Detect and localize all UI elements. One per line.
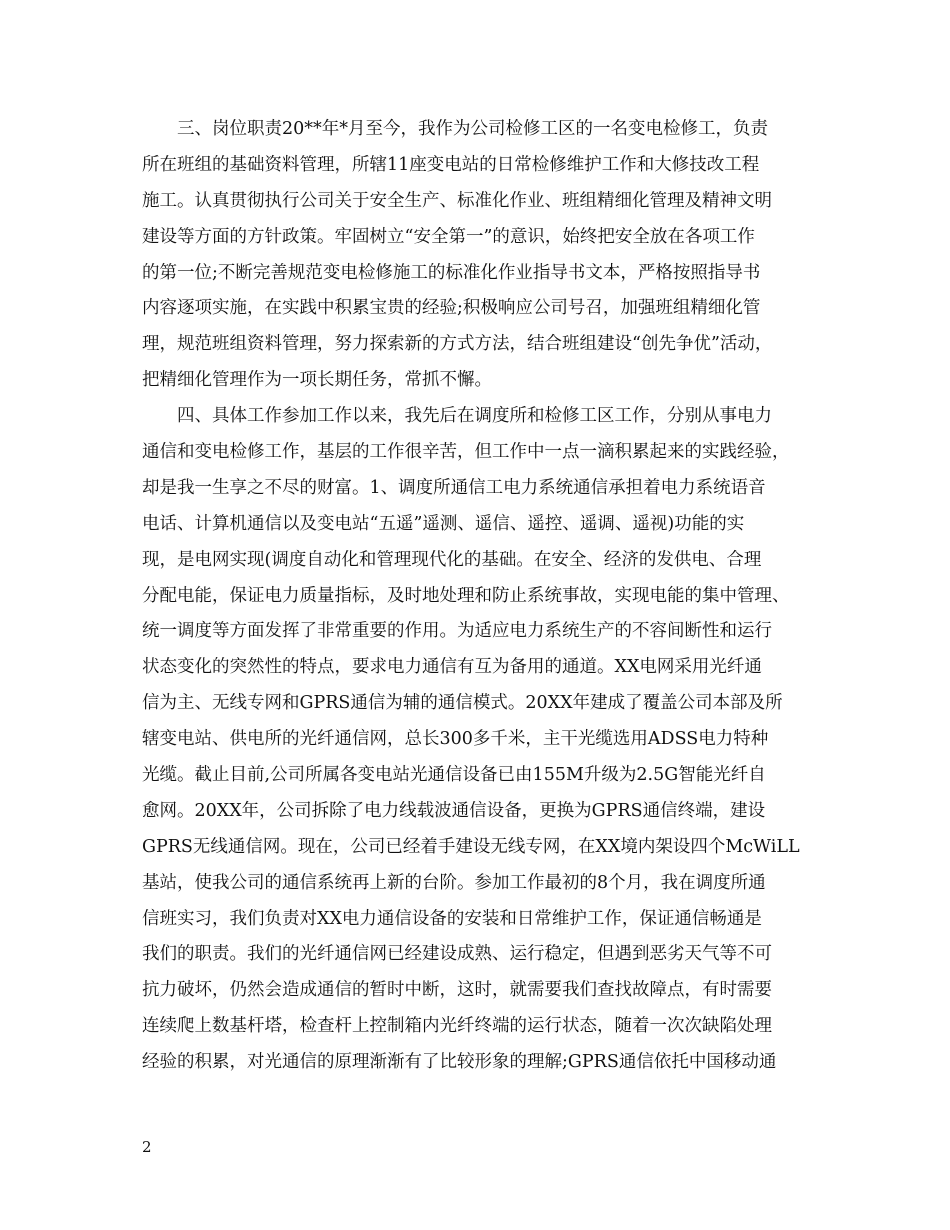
paragraph-line: 建设等方面的方针政策。牢固树立“安全第一”的意识，始终把安全放在各项工作 xyxy=(142,226,755,247)
paragraph-line: 内容逐项实施，在实践中积累宝贵的经验;积极响应公司号召，加强班组精细化管 xyxy=(142,298,761,319)
paragraph-line: 分配电能，保证电力质量指标，及时地处理和防止系统事故，实现电能的集中管理、 xyxy=(142,585,790,606)
paragraph-line: 信班实习，我们负责对XX电力通信设备的安装和日常维护工作，保证通信畅通是 xyxy=(142,908,762,929)
paragraph-line: 经验的积累，对光通信的原理渐渐有了比较形象的理解;GPRS通信依托中国移动通 xyxy=(142,1052,777,1073)
paragraph-line: 四、具体工作参加工作以来，我先后在调度所和检修工区工作，分别从事电力 xyxy=(177,406,772,427)
paragraph-line: 电话、计算机通信以及变电站“五遥”遥测、遥信、遥控、遥调、遥视)功能的实 xyxy=(142,513,745,534)
paragraph-line: 统一调度等方面发挥了非常重要的作用。为适应电力系统生产的不容间断性和运行 xyxy=(142,621,772,642)
paragraph-line: 信为主、无线专网和GPRS通信为辅的通信模式。20XX年建成了覆盖公司本部及所 xyxy=(142,693,783,714)
page-number: 2 xyxy=(142,1138,152,1156)
paragraph-line: GPRS无线通信网。现在，公司已经着手建设无线专网，在XX境内架设四个McWiLL xyxy=(142,836,800,857)
paragraph-line: 愈网。20XX年，公司拆除了电力线载波通信设备，更换为GPRS通信终端，建设 xyxy=(142,800,766,821)
paragraph-line: 我们的职责。我们的光纤通信网已经建设成熟、运行稳定，但遇到恶劣天气等不可 xyxy=(142,944,772,965)
paragraph-line: 把精细化管理作为一项长期任务，常抓不懈。 xyxy=(142,370,492,391)
paragraph-line: 通信和变电检修工作，基层的工作很辛苦，但工作中一点一滴积累起来的实践经验， xyxy=(142,442,790,463)
body-text xyxy=(142,112,842,1081)
paragraph-line: 基站，使我公司的通信系统再上新的台阶。参加工作最初的8个月，我在调度所通 xyxy=(142,872,766,893)
paragraph-line: 现，是电网实现(调度自动化和管理现代化的基础。在安全、经济的发供电、合理 xyxy=(142,549,762,570)
paragraph-line: 所在班组的基础资料管理，所辖11座变电站的日常检修维护工作和大修技改工程 xyxy=(142,154,760,175)
paragraph-line: 抗力破坏，仍然会造成通信的暂时中断，这时，就需要我们查找故障点，有时需要 xyxy=(142,980,772,1001)
paragraph-line: 却是我一生享之不尽的财富。1、调度所通信工电力系统通信承担着电力系统语音 xyxy=(142,477,766,498)
paragraph-line: 辖变电站、供电所的光纤通信网，总长300多千米，主干光缆选用ADSS电力特种 xyxy=(142,729,769,750)
paragraph-line: 理，规范班组资料管理，努力探索新的方式方法，结合班组建设“创先争优”活动， xyxy=(142,334,773,355)
paragraph-line: 三、岗位职责20**年*月至今，我作为公司检修工区的一名变电检修工，负责 xyxy=(177,119,769,139)
paragraph-line: 状态变化的突然性的特点，要求电力通信有互为备用的通道。XX电网采用光纤通 xyxy=(142,657,762,678)
paragraph-line: 连续爬上数基杆塔，检查杆上控制箱内光纤终端的运行状态，随着一次次缺陷处理 xyxy=(142,1016,772,1037)
paragraph-line: 的第一位;不断完善规范变电检修施工的标准化作业指导书文本，严格按照指导书 xyxy=(142,262,761,283)
paragraph-line: 光缆。截止目前,公司所属各变电站光通信设备已由155M升级为2.5G智能光纤自 xyxy=(142,765,766,786)
paragraph-line: 施工。认真贯彻执行公司关于安全生产、标准化作业、班组精细化管理及精神文明 xyxy=(142,190,772,211)
